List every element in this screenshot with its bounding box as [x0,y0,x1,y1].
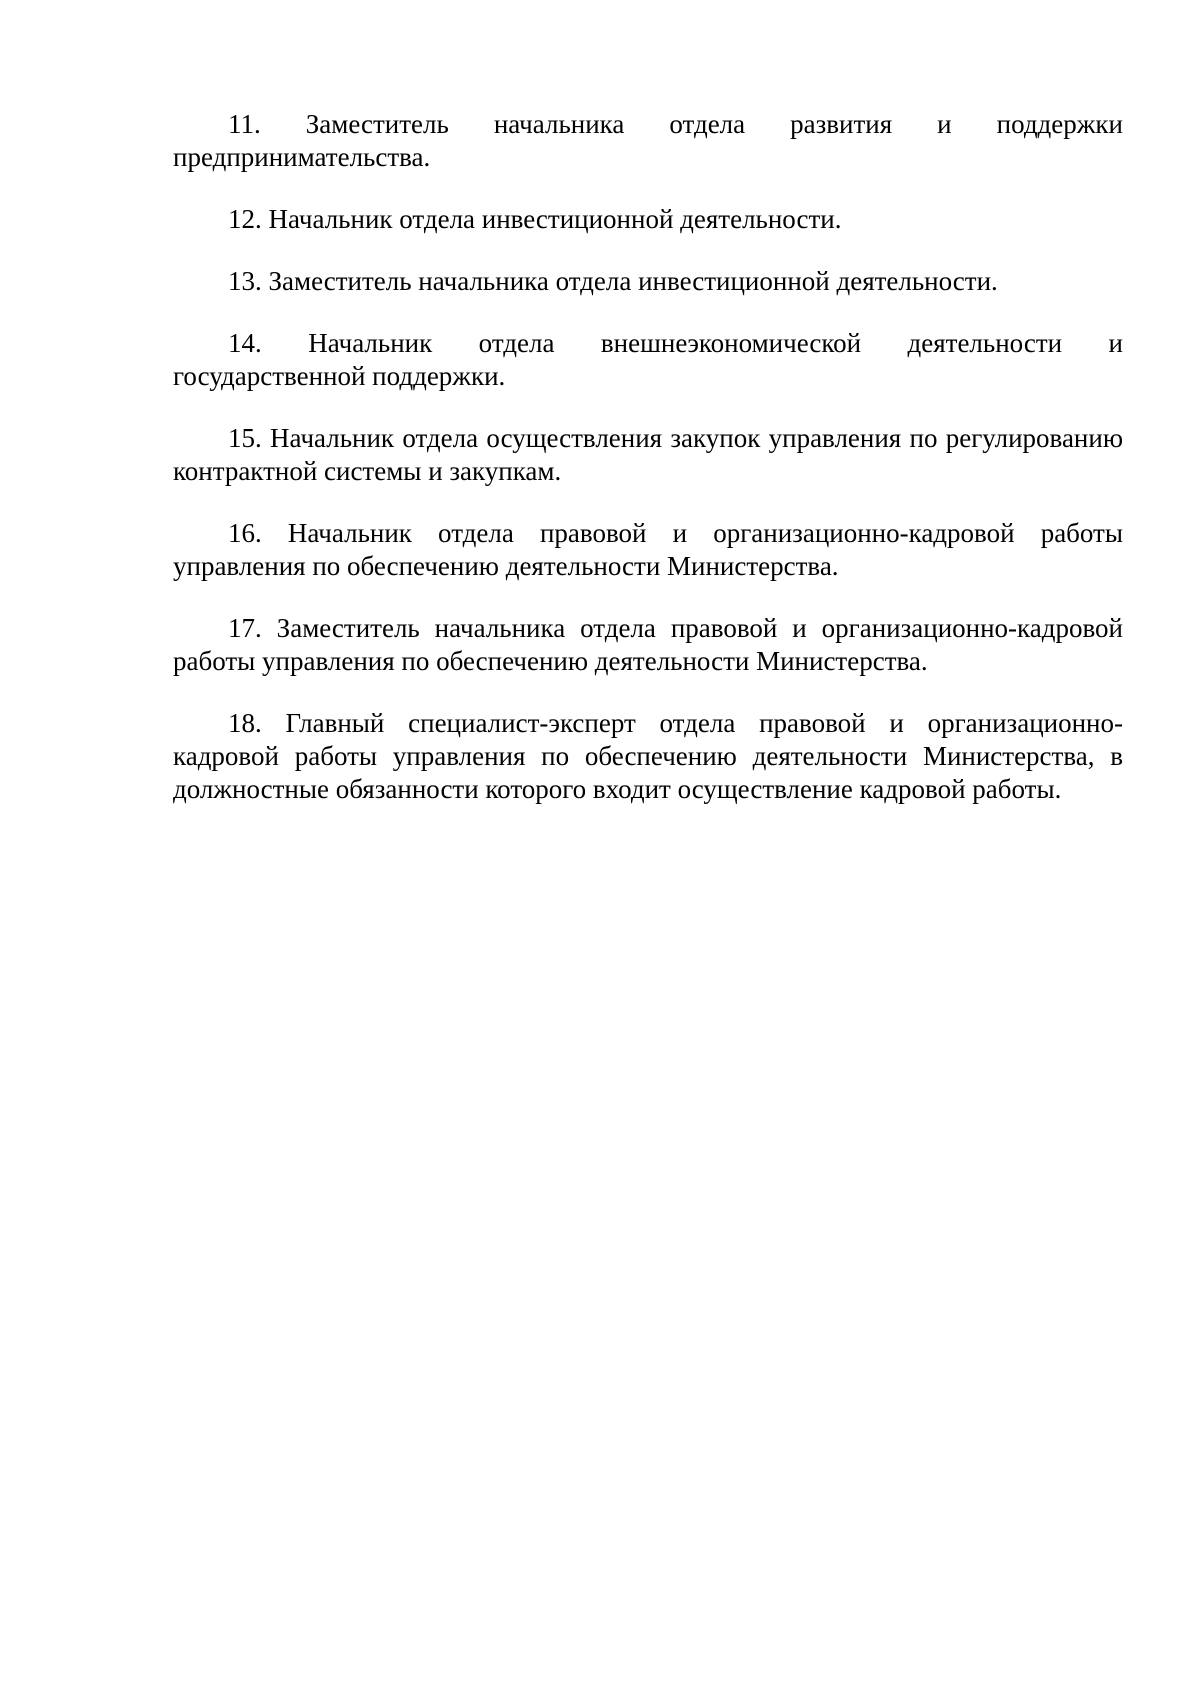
position-list [173,108,1123,835]
list-item: 16. Начальник отдела правовой и организационно-кадровой работы управления по обеспечению деятельности Министерства. [173,518,1123,581]
list-item: 14. Начальник отдела внешнеэкономической деятельности и государственной поддержки. [173,328,1123,391]
list-item: 17. Заместитель начальника отдела правовой и организационно-кадровой работы управления по обеспечению деятельности Министерства. [173,613,1123,676]
list-item: 12. Начальник отдела инвестиционной деятельности. [228,204,842,234]
list-item: 15. Начальник отдела осуществления закупок управления по регулированию контрактной системы и закупкам. [173,423,1123,486]
list-item: 18. Главный специалист-эксперт отдела правовой и организационно-кадровой работы управления по обеспечению деятельности Министерства, в должностные обязанности которого входит осуществление кадровой работы. [173,708,1123,804]
list-item: 11. Заместитель начальника отдела развития и поддержки предпринимательства. [173,109,1123,172]
list-item: 13. Заместитель начальника отдела инвестиционной деятельности. [228,266,998,296]
